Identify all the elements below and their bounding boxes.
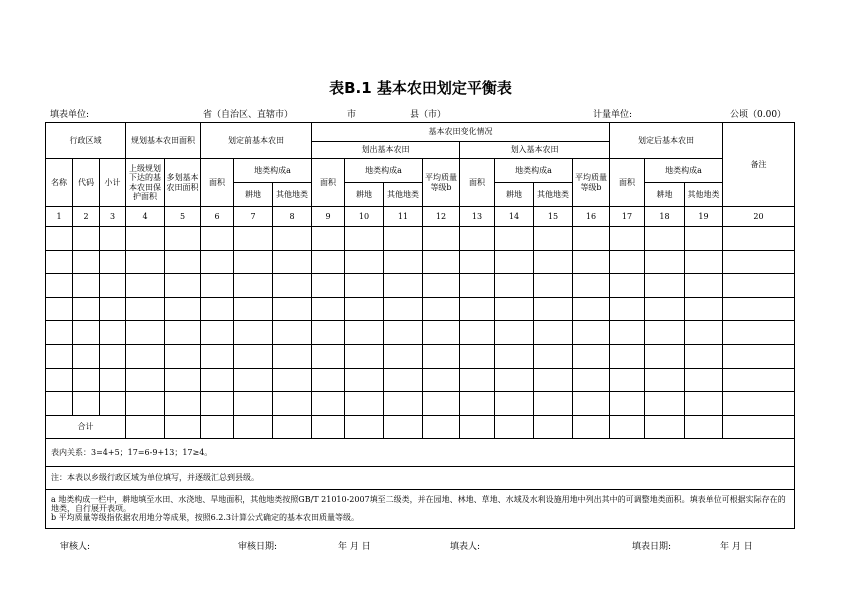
cell[interactable] [610, 274, 645, 298]
col-num: 9 [312, 207, 345, 227]
header-plan-area: 规划基本农田面积 [126, 123, 201, 159]
cell[interactable] [73, 344, 100, 368]
cell[interactable] [685, 392, 723, 416]
cell[interactable] [234, 274, 273, 298]
cell[interactable] [610, 250, 645, 274]
cell[interactable] [610, 344, 645, 368]
cell[interactable] [573, 274, 610, 298]
cell[interactable] [610, 297, 645, 321]
cell[interactable] [312, 227, 345, 251]
cell[interactable] [345, 415, 384, 438]
cell[interactable] [126, 250, 165, 274]
cell[interactable] [384, 297, 423, 321]
col-num: 4 [126, 207, 165, 227]
cell[interactable] [234, 297, 273, 321]
cell[interactable] [126, 344, 165, 368]
cell[interactable] [165, 415, 201, 438]
cell[interactable] [345, 368, 384, 392]
col-num: 14 [495, 207, 534, 227]
col-num: 7 [234, 207, 273, 227]
cell[interactable] [423, 321, 460, 345]
total-label: 合计 [46, 415, 126, 438]
cell[interactable] [460, 274, 495, 298]
cell[interactable] [573, 297, 610, 321]
cell[interactable] [534, 297, 573, 321]
cell[interactable] [534, 344, 573, 368]
header-in-land: 地类构成a [495, 159, 573, 183]
total-row [46, 415, 795, 438]
cell[interactable] [73, 368, 100, 392]
cell[interactable] [165, 392, 201, 416]
col-num: 1 [46, 207, 73, 227]
cell[interactable] [723, 321, 795, 345]
scope-note: 注：本表以乡级行政区域为单位填写，并逐级汇总到县级。 [46, 466, 795, 489]
cell[interactable] [73, 227, 100, 251]
cell[interactable] [273, 274, 312, 298]
col-num: 13 [460, 207, 495, 227]
cell[interactable] [100, 250, 126, 274]
cell[interactable] [685, 227, 723, 251]
header-after-land: 地类构成a [645, 159, 723, 183]
cell[interactable] [384, 344, 423, 368]
footnotes [46, 489, 795, 528]
cell[interactable] [100, 368, 126, 392]
cell[interactable] [165, 368, 201, 392]
table-row [46, 344, 795, 368]
cell[interactable] [273, 344, 312, 368]
cell[interactable] [234, 392, 273, 416]
header-upper: 上级规划下达的基本农田保护面积 [126, 159, 165, 207]
table-title: 表B.1 基本农田划定平衡表 [329, 79, 512, 97]
cell[interactable] [723, 415, 795, 438]
cell[interactable] [384, 368, 423, 392]
cell[interactable] [460, 392, 495, 416]
cell[interactable] [534, 274, 573, 298]
table-row [46, 368, 795, 392]
cell[interactable] [495, 344, 534, 368]
header-extra: 多划基本农田面积 [165, 159, 201, 207]
cell[interactable] [46, 227, 73, 251]
fill-date-label: 填表日期: [632, 542, 672, 552]
cell[interactable] [201, 392, 234, 416]
header-out: 划出基本农田 [312, 142, 460, 159]
col-num: 18 [645, 207, 685, 227]
cell[interactable] [312, 392, 345, 416]
reviewer-label: 审核人: [60, 542, 91, 552]
cell[interactable] [46, 274, 73, 298]
header-subtotal: 小计 [100, 159, 126, 207]
cell[interactable] [100, 297, 126, 321]
cell[interactable] [685, 297, 723, 321]
cell[interactable] [100, 321, 126, 345]
cell[interactable] [645, 415, 685, 438]
review-date-ymd: 年 月 日 [338, 542, 371, 552]
cell[interactable] [46, 344, 73, 368]
header-out-land: 地类构成a [345, 159, 423, 183]
cell[interactable] [423, 250, 460, 274]
cell[interactable] [573, 344, 610, 368]
cell[interactable] [423, 227, 460, 251]
cell[interactable] [312, 274, 345, 298]
col-num: 19 [685, 207, 723, 227]
cell[interactable] [384, 250, 423, 274]
cell[interactable] [100, 227, 126, 251]
cell[interactable] [100, 392, 126, 416]
cell[interactable] [610, 368, 645, 392]
table-row [46, 297, 795, 321]
cell[interactable] [273, 297, 312, 321]
cell[interactable] [495, 392, 534, 416]
cell[interactable] [423, 274, 460, 298]
cell[interactable] [126, 368, 165, 392]
header-in: 划入基本农田 [460, 142, 610, 159]
cell[interactable] [645, 250, 685, 274]
measure-unit-label: 计量单位: [593, 110, 633, 120]
cell[interactable] [126, 321, 165, 345]
header-arable: 耕地 [645, 183, 685, 207]
cell[interactable] [201, 227, 234, 251]
balance-table [45, 122, 795, 529]
header-region: 行政区域 [46, 123, 126, 159]
cell[interactable] [345, 344, 384, 368]
col-num: 10 [345, 207, 384, 227]
cell[interactable] [645, 368, 685, 392]
cell[interactable] [100, 274, 126, 298]
header-arable: 耕地 [345, 183, 384, 207]
cell[interactable] [384, 415, 423, 438]
review-date-label: 审核日期: [238, 542, 278, 552]
cell[interactable] [685, 415, 723, 438]
cell[interactable] [534, 392, 573, 416]
cell[interactable] [685, 368, 723, 392]
header-arable: 耕地 [495, 183, 534, 207]
cell[interactable] [685, 250, 723, 274]
filler-label: 填表人: [450, 542, 481, 552]
header-out-area: 面积 [312, 159, 345, 207]
cell[interactable] [534, 250, 573, 274]
header-out-quality: 平均质量等级b [423, 159, 460, 207]
cell[interactable] [610, 415, 645, 438]
measure-unit-value: 公顷（0.00） [730, 110, 787, 120]
cell[interactable] [460, 415, 495, 438]
col-num: 12 [423, 207, 460, 227]
cell[interactable] [46, 392, 73, 416]
cell[interactable] [73, 321, 100, 345]
cell[interactable] [345, 250, 384, 274]
cell[interactable] [73, 297, 100, 321]
cell[interactable] [201, 321, 234, 345]
cell[interactable] [46, 368, 73, 392]
cell[interactable] [201, 415, 234, 438]
cell[interactable] [234, 344, 273, 368]
cell[interactable] [723, 344, 795, 368]
column-number-row [46, 207, 795, 227]
cell[interactable] [384, 227, 423, 251]
cell[interactable] [573, 415, 610, 438]
cell[interactable] [423, 297, 460, 321]
cell[interactable] [234, 227, 273, 251]
header-other: 其他地类 [534, 183, 573, 207]
header-in-area: 面积 [460, 159, 495, 207]
cell[interactable] [495, 297, 534, 321]
cell[interactable] [534, 227, 573, 251]
county-label: 县（市） [410, 110, 447, 120]
cell[interactable] [273, 392, 312, 416]
cell[interactable] [534, 368, 573, 392]
cell[interactable] [645, 344, 685, 368]
cell[interactable] [645, 227, 685, 251]
cell[interactable] [73, 274, 100, 298]
cell[interactable] [46, 321, 73, 345]
col-num: 11 [384, 207, 423, 227]
cell[interactable] [126, 274, 165, 298]
cell[interactable] [610, 227, 645, 251]
cell[interactable] [384, 274, 423, 298]
cell[interactable] [460, 344, 495, 368]
cell[interactable] [201, 368, 234, 392]
cell[interactable] [645, 392, 685, 416]
col-num: 20 [723, 207, 795, 227]
cell[interactable] [495, 368, 534, 392]
cell[interactable] [723, 250, 795, 274]
cell[interactable] [201, 297, 234, 321]
data-rows [46, 227, 795, 416]
cell[interactable] [645, 297, 685, 321]
cell[interactable] [685, 321, 723, 345]
cell[interactable] [423, 344, 460, 368]
header-change: 基本农田变化情况 [312, 123, 610, 142]
cell[interactable] [234, 321, 273, 345]
cell[interactable] [685, 274, 723, 298]
header-before-land: 地类构成a [234, 159, 312, 183]
table-row [46, 392, 795, 416]
header-other: 其他地类 [384, 183, 423, 207]
header-before-area: 面积 [201, 159, 234, 207]
cell[interactable] [273, 368, 312, 392]
cell[interactable] [312, 368, 345, 392]
cell[interactable] [495, 415, 534, 438]
table-row [46, 321, 795, 345]
table-row [46, 274, 795, 298]
cell[interactable] [126, 415, 165, 438]
cell[interactable] [234, 415, 273, 438]
cell[interactable] [234, 250, 273, 274]
cell[interactable] [685, 344, 723, 368]
cell[interactable] [723, 297, 795, 321]
cell[interactable] [100, 344, 126, 368]
col-num: 8 [273, 207, 312, 227]
col-num: 16 [573, 207, 610, 227]
cell[interactable] [201, 344, 234, 368]
cell[interactable] [610, 392, 645, 416]
cell[interactable] [423, 368, 460, 392]
footnote-a: a 地类构成一栏中，耕地填至水田、水浇地、旱地面积，其他地类按照GB/T 21010-2007填至二级类，并在园地、林地、草地、水域及水利设施用地中列出其中的可调整地类面积。填表单位可根据实际存在的地类，自行展开表项。 [51, 494, 786, 514]
header-other: 其他地类 [685, 183, 723, 207]
header-before: 划定前基本农田 [201, 123, 312, 159]
cell[interactable] [312, 321, 345, 345]
city-label: 市 [347, 110, 357, 120]
cell[interactable] [723, 368, 795, 392]
fill-date-ymd: 年 月 日 [720, 542, 753, 552]
cell[interactable] [573, 250, 610, 274]
cell[interactable] [165, 344, 201, 368]
cell[interactable] [345, 274, 384, 298]
cell[interactable] [534, 415, 573, 438]
footnote-b: b 平均质量等级指依据农用地分等成果，按照6.2.3计算公式确定的基本农田质量等级。 [51, 513, 360, 523]
header-after-area: 面积 [610, 159, 645, 207]
cell[interactable] [312, 250, 345, 274]
cell[interactable] [273, 250, 312, 274]
cell[interactable] [495, 250, 534, 274]
cell[interactable] [645, 274, 685, 298]
cell[interactable] [423, 415, 460, 438]
cell[interactable] [723, 392, 795, 416]
cell[interactable] [460, 297, 495, 321]
cell[interactable] [273, 321, 312, 345]
cell[interactable] [495, 321, 534, 345]
cell[interactable] [345, 321, 384, 345]
header-other: 其他地类 [273, 183, 312, 207]
relation-note: 表内关系：3=4+5；17=6-9+13；17≥4。 [46, 438, 795, 466]
cell[interactable] [273, 227, 312, 251]
cell[interactable] [384, 321, 423, 345]
cell[interactable] [201, 250, 234, 274]
header-arable: 耕地 [234, 183, 273, 207]
col-num: 6 [201, 207, 234, 227]
cell[interactable] [460, 321, 495, 345]
cell[interactable] [273, 415, 312, 438]
cell[interactable] [495, 274, 534, 298]
cell[interactable] [573, 321, 610, 345]
cell[interactable] [201, 274, 234, 298]
cell[interactable] [460, 368, 495, 392]
col-num: 5 [165, 207, 201, 227]
cell[interactable] [46, 297, 73, 321]
cell[interactable] [423, 392, 460, 416]
header-code: 代码 [73, 159, 100, 207]
cell[interactable] [723, 227, 795, 251]
col-num: 17 [610, 207, 645, 227]
cell[interactable] [312, 415, 345, 438]
col-num: 3 [100, 207, 126, 227]
cell[interactable] [46, 250, 73, 274]
cell[interactable] [126, 227, 165, 251]
col-num: 15 [534, 207, 573, 227]
cell[interactable] [165, 250, 201, 274]
cell[interactable] [534, 321, 573, 345]
header-name: 名称 [46, 159, 73, 207]
cell[interactable] [723, 274, 795, 298]
fill-unit-label: 填表单位: [50, 110, 90, 120]
cell[interactable] [345, 227, 384, 251]
cell[interactable] [73, 250, 100, 274]
cell[interactable] [312, 297, 345, 321]
header-remark: 备注 [723, 123, 795, 207]
cell[interactable] [165, 227, 201, 251]
col-num: 2 [73, 207, 100, 227]
cell[interactable] [126, 392, 165, 416]
cell[interactable] [573, 392, 610, 416]
header-after: 划定后基本农田 [610, 123, 723, 159]
cell[interactable] [610, 321, 645, 345]
cell[interactable] [165, 321, 201, 345]
cell[interactable] [234, 368, 273, 392]
cell[interactable] [126, 297, 165, 321]
table-row [46, 227, 795, 251]
cell[interactable] [165, 297, 201, 321]
cell[interactable] [73, 392, 100, 416]
cell[interactable] [345, 297, 384, 321]
cell[interactable] [573, 368, 610, 392]
cell[interactable] [312, 344, 345, 368]
cell[interactable] [384, 392, 423, 416]
table-row [46, 250, 795, 274]
header-in-quality: 平均质量等级b [573, 159, 610, 207]
cell[interactable] [495, 227, 534, 251]
cell[interactable] [460, 227, 495, 251]
cell[interactable] [573, 227, 610, 251]
province-label: 省（自治区、直辖市） [203, 110, 294, 120]
cell[interactable] [645, 321, 685, 345]
cell[interactable] [345, 392, 384, 416]
cell[interactable] [165, 274, 201, 298]
cell[interactable] [460, 250, 495, 274]
